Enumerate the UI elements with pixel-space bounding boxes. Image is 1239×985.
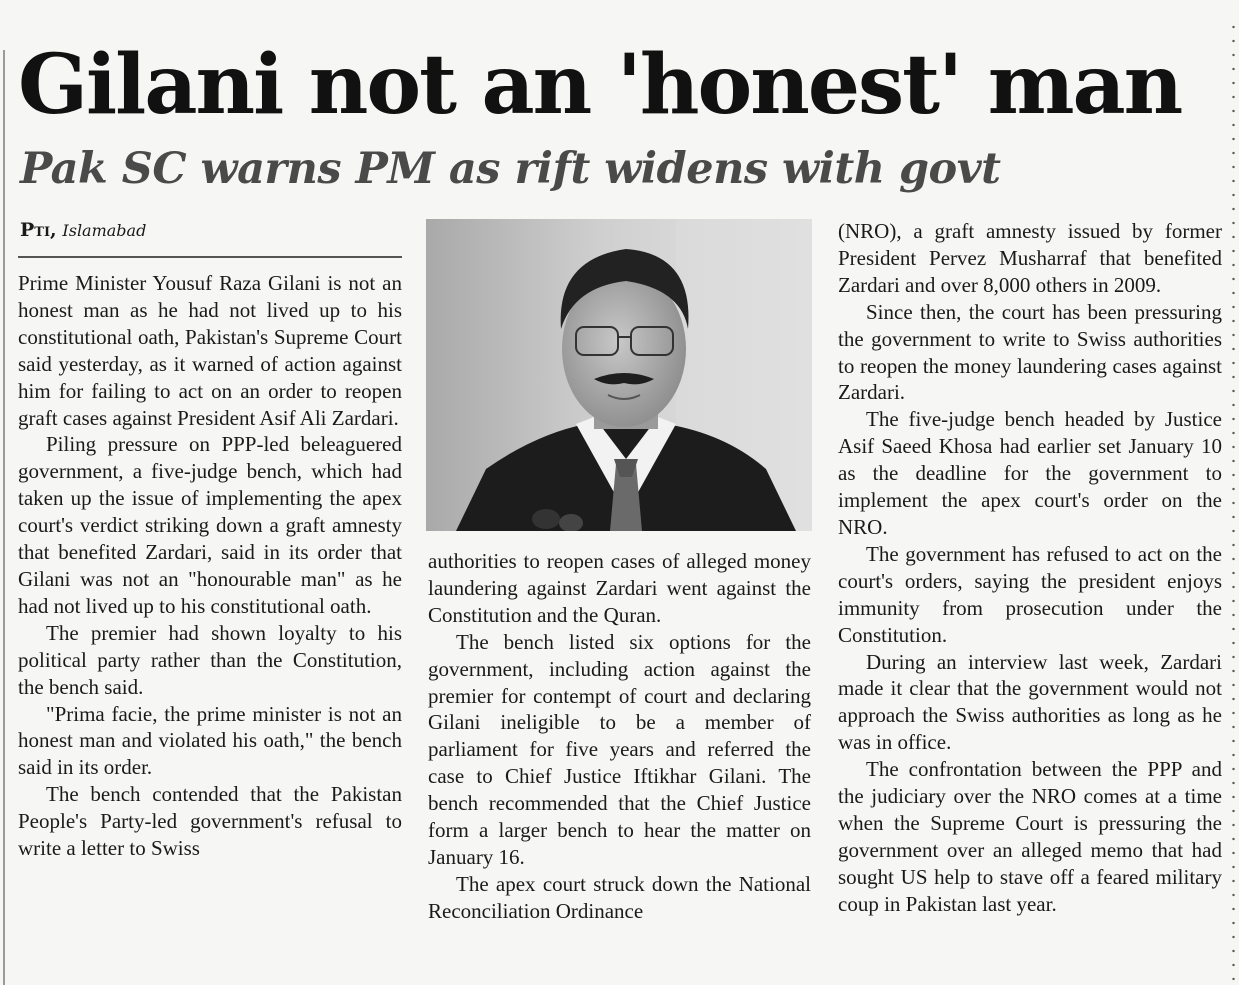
paragraph: The apex court struck down the National Reconciliation Ordinance (428, 871, 811, 923)
article-column-2 (428, 548, 811, 925)
byline (20, 221, 146, 240)
dotted-cut-line (1232, 20, 1235, 980)
paragraph: Since then, the court has been pressuring the government to write to Swiss authorities to reopen the money laundering cases against Zardari. (838, 299, 1222, 405)
paragraph: The bench contended that the Pakistan People's Party-led government's refusal to write a letter to Swiss (18, 782, 402, 861)
paragraph: The confrontation between the PPP and the judiciary over the NRO comes at a time when the Supreme Court is pressuring the government over an alleged memo that had sought US help to stave off a feared military coup in Pakistan last year. (838, 757, 1222, 916)
article-column-1 (18, 270, 402, 862)
byline-location: Islamabad (62, 221, 147, 240)
headline: Gilani not an 'honest' man (18, 37, 1182, 133)
paragraph: The government has refused to act on the court's orders, saying the president enjoys immunity from prosecution under the Constitution. (838, 541, 1222, 647)
paragraph: The bench listed six options for the government, including action against the premier for contempt of court and declaring Gilani ineligible to be a member of parliament for five years and referred the case to Chief Justice Iftikhar Gilani. The bench recommended that the Chief Justice form a larger bench to hear the matter on January 16. (428, 629, 811, 869)
byline-agency: Pti, (20, 219, 57, 241)
paragraph: authorities to reopen cases of alleged money laundering against Zardari went against the Constitution and the Quran. (428, 549, 811, 627)
paragraph: The five-judge bench headed by Justice Asif Saeed Khosa had earlier set January 10 as the deadline for the government to implement the apex court's order on the NRO. (838, 407, 1222, 539)
paragraph: The premier had shown loyalty to his political party rather than the Constitution, the bench said. (18, 620, 402, 699)
news-photo (426, 219, 812, 531)
paragraph: "Prima facie, the prime minister is not an honest man and violated his oath," the bench said in its order. (18, 701, 402, 780)
paragraph: (NRO), a graft amnesty issued by former President Pervez Musharraf that benefited Zardari and over 8,000 others in 2009. (838, 219, 1222, 297)
paragraph: Prime Minister Yousuf Raza Gilani is not an honest man as he had not lived up to his constitutional oath, Pakistan's Supreme Court said yesterday, as it warned of action against him for failing to act on an order to reopen graft cases against President Asif Ali Zardari. (18, 271, 402, 430)
subheadline: Pak SC warns PM as rift widens with govt (20, 144, 1001, 194)
column-rule-left (3, 50, 5, 985)
byline-divider (18, 256, 402, 258)
paragraph: Piling pressure on PPP-led beleaguered government, a five-judge bench, which had taken up the issue of implementing the apex court's verdict striking down a graft amnesty that benefited Zardari, said in its order that Gilani was not an "honourable man" as he had not lived up to his constitutional oath. (18, 432, 402, 618)
paragraph: During an interview last week, Zardari made it clear that the government would not approach the Swiss authorities as long as he was in office. (838, 649, 1222, 755)
article-column-3 (838, 218, 1222, 918)
